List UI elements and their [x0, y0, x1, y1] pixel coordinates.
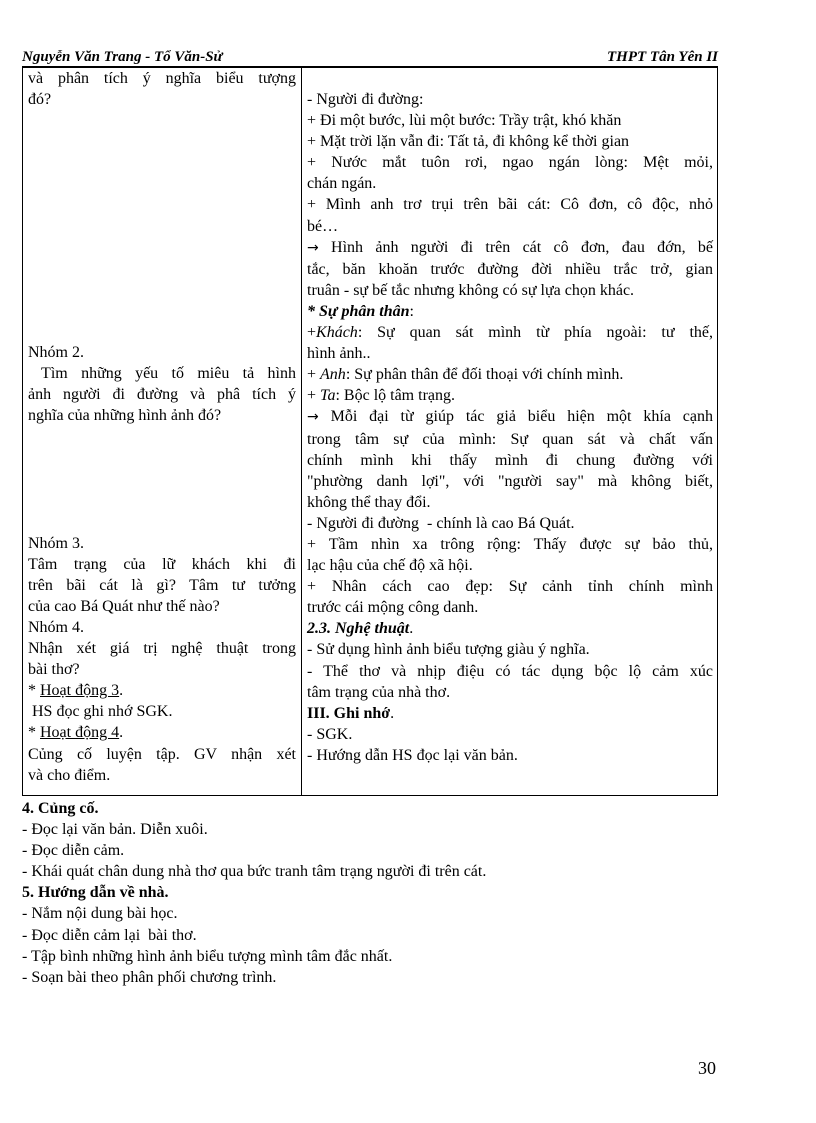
right-line: trước cái mộng công danh. [307, 599, 479, 617]
section-4-heading [22, 798, 722, 819]
heading-text: 5. Hướng dẫn về nhà [22, 884, 165, 902]
left-line: ảnh người đi đường và phâ tích ý [28, 386, 296, 404]
left-line: đó? [28, 91, 52, 109]
right-line [307, 364, 713, 385]
right-line: - Người đi đường: [307, 91, 424, 108]
right-line: chính mình khi thấy mình đi chung đường với [307, 451, 713, 469]
after-table-section [22, 798, 722, 988]
plus: + [307, 324, 317, 342]
header-author: Nguyễn Văn Trang - Tổ Văn-Sử [22, 49, 223, 65]
arrow-right-icon: → [307, 409, 319, 426]
list-item: - Đọc lại văn bản. Diễn xuôi. [22, 821, 208, 839]
left-line: nghĩa của những hình ảnh đó? [28, 407, 222, 425]
pronoun-khach: Khách [316, 324, 358, 342]
punct: . [119, 724, 124, 742]
content-column [307, 68, 713, 795]
plus: + [307, 387, 321, 405]
left-line: Tâm trạng của lữ khách khi đi [28, 555, 296, 573]
right-line [307, 406, 713, 428]
left-line: trên bãi cát là gì? Tâm tư tưởng [28, 576, 296, 594]
section-5-heading [22, 882, 722, 903]
left-line: HS đọc ghi nhớ SGK. [28, 703, 173, 721]
group-4-title: Nhóm 4. [28, 618, 84, 636]
spacer [28, 110, 296, 342]
page-number: 30 [698, 1058, 716, 1078]
column-divider [301, 68, 302, 795]
right-line: chán ngán. [307, 175, 377, 193]
bullet: * [28, 682, 40, 700]
group-3-title: Nhóm 3. [28, 534, 84, 552]
right-line: hình ảnh.. [307, 345, 371, 363]
punct: . [390, 704, 395, 722]
plus: + [307, 366, 321, 384]
group-2-title: Nhóm 2. [28, 344, 84, 362]
list-item: - Đọc diễn cảm. [22, 842, 125, 860]
right-line: - Người đi đường - chính là cao Bá Quát. [307, 514, 575, 532]
spacer [28, 427, 296, 533]
arrow-right-icon: → [307, 239, 319, 256]
list-item: - Tập bình những hình ảnh biểu tượng mình tâm đắc nhất. [22, 947, 393, 965]
punct: . [164, 884, 169, 902]
right-line: lạc hậu của chế độ xã hội. [307, 557, 473, 575]
right-line: - Hướng dẫn HS đọc lại văn bản. [307, 746, 518, 764]
right-text: : Sự phân thân để đối thoại với chính mình. [345, 366, 624, 384]
left-line: Nhận xét giá trị nghệ thuật trong [28, 640, 296, 658]
pronoun-ta: Ta [320, 387, 336, 405]
right-line: + Mình anh trơ trụi trên bãi cát: Cô đơn, cô độc, nhỏ [307, 196, 713, 214]
right-line [307, 322, 713, 343]
heading-text: III. Ghi nhớ [307, 704, 391, 722]
right-line: "phường danh lợi", với "người say" mà không biết, [307, 472, 713, 490]
pronoun-anh: Anh [320, 366, 346, 384]
teacher-activity-column [28, 68, 296, 795]
list-item: - Đọc diễn cảm lại bài thơ. [22, 926, 197, 944]
spacer [307, 68, 713, 89]
phan-than-heading [307, 301, 713, 322]
lesson-table [22, 67, 718, 796]
right-text: : Bộc lộ tâm trạng. [335, 387, 455, 405]
right-line: + Nước mắt tuôn rơi, ngao ngán lòng: Mệt mỏi, [307, 154, 713, 172]
right-line: - Sử dụng hình ảnh biểu tượng giàu ý nghĩa. [307, 641, 590, 659]
right-text: : Sự quan sát mình từ phía ngoài: tư thế, [357, 324, 713, 342]
right-line: truân - sự bế tắc nhưng không có sự lựa chọn khác. [307, 281, 635, 299]
left-line: Tìm những yếu tố miêu tả hình [28, 365, 296, 383]
punct: : [409, 302, 414, 320]
right-line: trong tâm sự của mình: Sự quan sát và chất vấn [307, 430, 713, 448]
right-line: + Tầm nhìn xa trông rộng: Thấy được sự bảo thủ, [307, 535, 713, 553]
list-item: - Khái quát chân dung nhà thơ qua bức tranh tâm trạng người đi trên cát. [22, 863, 487, 881]
right-line: + Nhân cách cao đẹp: Sự cảnh tỉnh chính mình [307, 578, 713, 596]
punct: . [409, 620, 414, 638]
right-line: - SGK. [307, 725, 353, 743]
right-line [307, 385, 713, 406]
right-line: tâm trạng của nhà thơ. [307, 683, 451, 701]
heading-text: 4. Củng cố [22, 800, 95, 817]
right-line: không thể thay đổi. [307, 493, 431, 511]
activity-4 [28, 722, 296, 743]
list-item: - Nắm nội dung bài học. [22, 905, 178, 923]
left-line: của cao Bá Quát như thế nào? [28, 597, 220, 615]
right-line: bé… [307, 217, 339, 235]
heading-text: 2.3. Nghệ thuật [307, 620, 410, 638]
activity-4-label: Hoạt động 4 [40, 724, 120, 742]
right-line: + Đi một bước, lùi một bước: Trầy trật, khó khăn [307, 112, 622, 130]
punct: . [119, 682, 124, 700]
page-header [22, 48, 718, 67]
left-line: Củng cố luyện tập. GV nhận xét [28, 745, 296, 763]
activity-3 [28, 680, 296, 701]
bullet: * [28, 724, 40, 742]
header-school: THPT Tân Yên II [607, 49, 718, 65]
right-text: Mỗi đại từ giúp tác giả biểu hiện một khía cạnh [318, 408, 713, 426]
left-line: bài thơ? [28, 661, 80, 679]
activity-3-label: Hoạt động 3 [40, 682, 120, 700]
left-line: và cho điểm. [28, 766, 111, 784]
right-text: Hình ảnh người đi trên cát cô đơn, đau đớn, bế [318, 238, 713, 256]
left-line: và phân tích ý nghĩa biểu tượng [28, 70, 296, 87]
right-line [307, 237, 713, 259]
heading-text: * Sự phân thân [307, 302, 410, 320]
ghi-nho-heading [307, 703, 713, 724]
right-line: - Thể thơ và nhịp điệu có tác dụng bộc lộ cảm xúc [307, 662, 713, 680]
nghe-thuat-heading [307, 618, 713, 639]
punct: . [94, 800, 99, 817]
right-line: + Mặt trời lặn vẫn đi: Tất tả, đi không kể thời gian [307, 133, 630, 151]
list-item: - Soạn bài theo phân phối chương trình. [22, 968, 277, 986]
right-line: tắc, băn khoăn trước đường đời nhiều trắc trở, gian [307, 260, 713, 278]
